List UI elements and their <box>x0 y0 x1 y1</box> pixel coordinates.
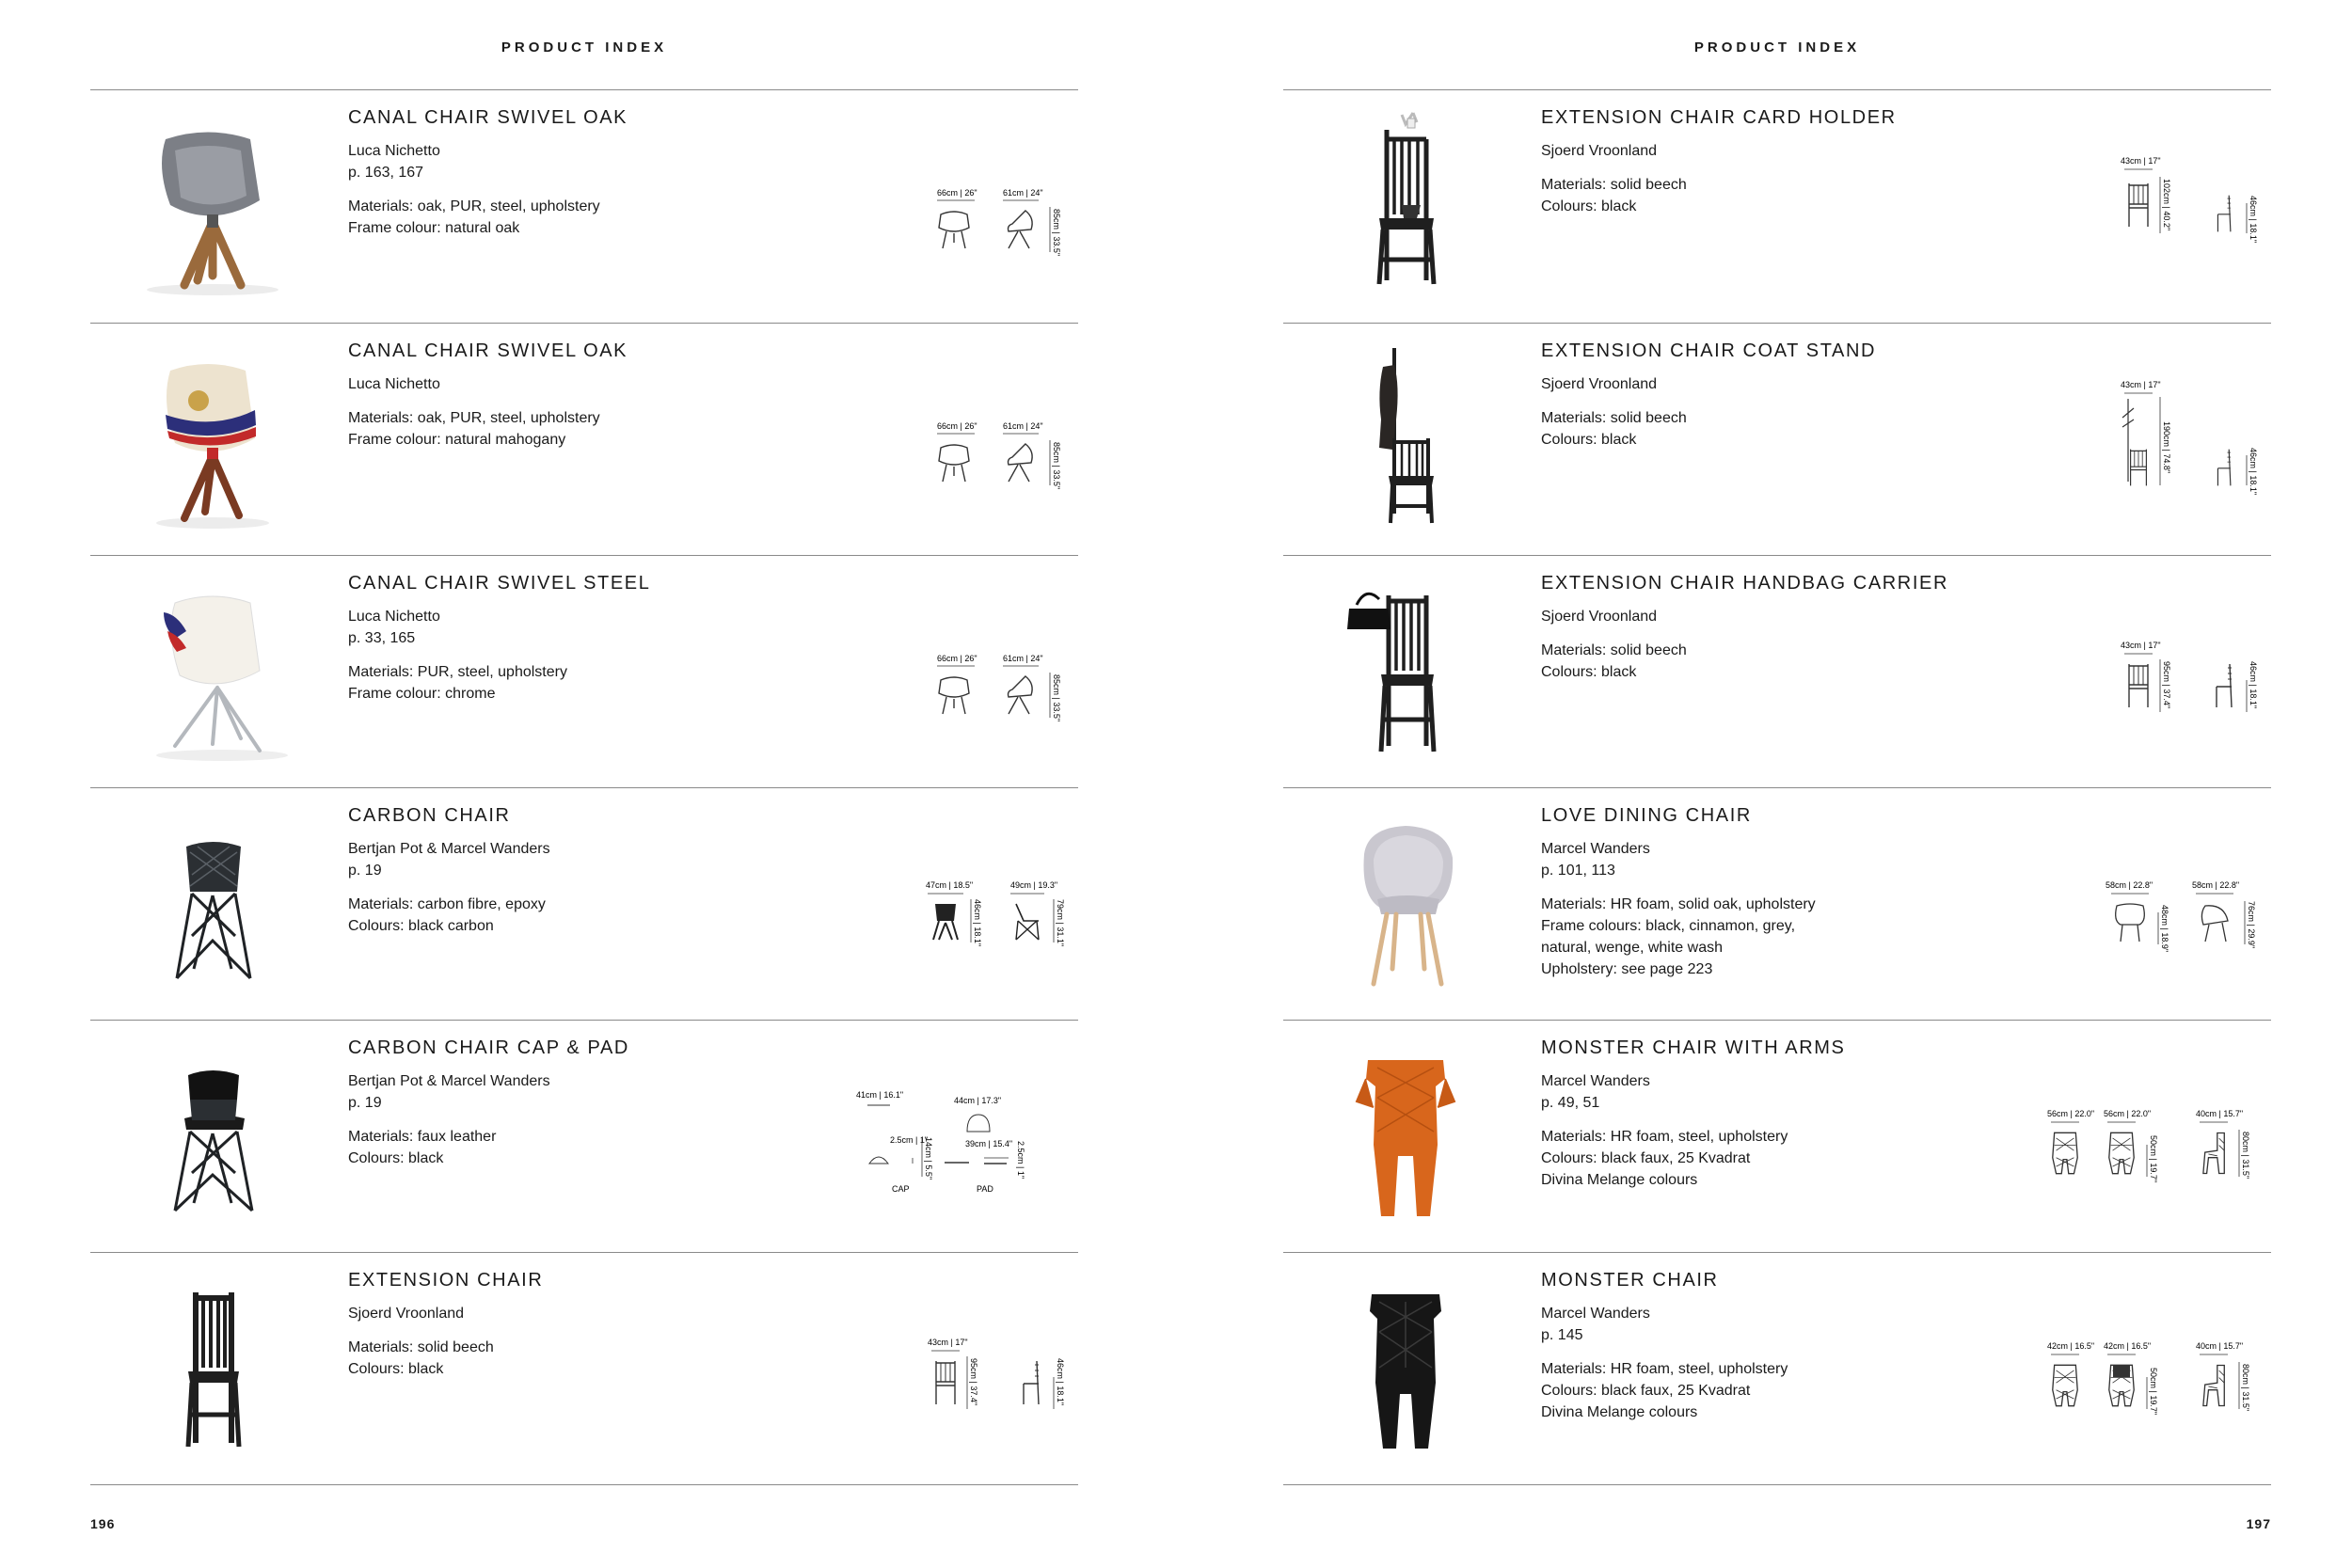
dimension-seat-height: 46cm | 18.1" <box>2249 448 2258 496</box>
cap-depth: 2.5cm | 1" <box>890 1135 929 1145</box>
product-entry <box>90 788 1078 1021</box>
product-designer: Luca Nichetto <box>348 609 440 625</box>
product-upholstery: Upholstery: see page 223 <box>1541 961 1713 977</box>
product-name: EXTENSION CHAIR CARD HOLDER <box>1541 107 1897 128</box>
monster-chair-arms-photo <box>1311 1041 1500 1229</box>
product-frame-colour: Frame colour: natural mahogany <box>348 432 566 448</box>
carbon-chair-photo <box>119 809 307 997</box>
product-materials: Materials: HR foam, steel, upholstery <box>1541 1361 1788 1377</box>
monster-chair-photo <box>1311 1274 1500 1462</box>
left-page-header: PRODUCT INDEX <box>501 40 668 55</box>
product-entry <box>90 90 1078 323</box>
dimension-height: 80cm | 31.5" <box>2241 1364 2250 1412</box>
product-name: EXTENSION CHAIR HANDBAG CARRIER <box>1541 573 1948 594</box>
product-info <box>1541 573 2068 683</box>
product-colours: Colours: black faux, 25 Kvadrat <box>1541 1383 1751 1399</box>
technical-drawing <box>2111 109 2271 307</box>
technical-drawing <box>2111 342 2271 540</box>
dimension-height: 95cm | 37.4" <box>2162 661 2171 709</box>
dimension-width: 66cm | 26" <box>937 188 977 198</box>
product-frame-colour: Frame colour: natural oak <box>348 220 520 236</box>
dimension-depth: 61cm | 24" <box>1003 421 1043 431</box>
technical-drawing <box>2045 1272 2271 1469</box>
product-frame-colours-cont: natural, wenge, white wash <box>1541 940 1723 956</box>
technical-drawing <box>918 575 1078 772</box>
extension-chair-handbag-carrier-photo <box>1311 577 1500 765</box>
dimension-height: 190cm | 74.8" <box>2162 421 2171 474</box>
product-designer: Sjoerd Vroonland <box>348 1306 465 1322</box>
product-info <box>1541 107 2068 217</box>
product-designer: Sjoerd Vroonland <box>1541 376 1658 392</box>
pad-depth: 39cm | 15.4" <box>965 1139 1013 1148</box>
product-name: MONSTER CHAIR WITH ARMS <box>1541 1037 1846 1058</box>
product-name: CARBON CHAIR <box>348 805 511 826</box>
carbon-chair-cap-pad-photo <box>119 1041 307 1229</box>
canal-chair-mahogany-photo <box>119 344 307 532</box>
dimension-width: 43cm | 17" <box>2121 380 2161 389</box>
dimension-height: 85cm | 33.5" <box>1052 209 1061 257</box>
divider <box>90 1484 1078 1485</box>
product-entry <box>90 556 1078 788</box>
extension-chair-coat-stand-photo <box>1311 344 1500 532</box>
dimension-arm-width: 40cm | 15.7" <box>2196 1341 2244 1351</box>
dimension-width: 43cm | 17" <box>928 1338 968 1347</box>
product-colours-cont: Divina Melange colours <box>1541 1404 1698 1420</box>
product-entry <box>1283 324 2271 556</box>
cap-width: 41cm | 16.1" <box>856 1090 904 1100</box>
left-page <box>90 0 1078 1568</box>
love-dining-chair-photo <box>1311 809 1500 997</box>
product-materials: Materials: solid beech <box>1541 642 1687 658</box>
product-colours-cont: Divina Melange colours <box>1541 1172 1698 1188</box>
dimension-width: 43cm | 17" <box>2121 641 2161 650</box>
product-designer: Luca Nichetto <box>348 143 440 159</box>
product-entry <box>1283 1021 2271 1253</box>
canal-chair-steel-photo <box>119 577 307 765</box>
pad-label: PAD <box>977 1184 993 1194</box>
product-pages: p. 101, 113 <box>1541 863 1615 879</box>
dimension-seat-height: 50cm | 19.7" <box>2149 1135 2158 1183</box>
product-entry <box>90 1021 1078 1253</box>
product-frame-colour: Frame colour: chrome <box>348 686 496 702</box>
product-materials: Materials: PUR, steel, upholstery <box>348 664 567 680</box>
divider <box>1283 1484 2271 1485</box>
product-info <box>348 573 875 705</box>
product-info <box>1541 341 2068 451</box>
dimension-height: 85cm | 33.5" <box>1052 442 1061 490</box>
product-designer: Marcel Wanders <box>1541 1306 1650 1322</box>
product-info <box>348 107 875 239</box>
dimension-seat-height: 46cm | 18.1" <box>1056 1358 1065 1406</box>
product-colours: Colours: black faux, 25 Kvadrat <box>1541 1150 1751 1166</box>
product-pages: p. 163, 167 <box>348 165 424 181</box>
product-materials: Materials: oak, PUR, steel, upholstery <box>348 198 600 214</box>
product-colours: Colours: black <box>1541 664 1637 680</box>
product-pages: p. 33, 165 <box>348 630 416 646</box>
product-entry <box>1283 556 2271 788</box>
product-designer: Marcel Wanders <box>1541 841 1650 857</box>
dimension-height: 79cm | 31.1" <box>1056 899 1065 947</box>
right-page-header: PRODUCT INDEX <box>1693 40 1861 55</box>
dimension-arm-width: 40cm | 15.7" <box>2196 1109 2244 1118</box>
right-page <box>1283 0 2271 1568</box>
product-entry <box>1283 788 2271 1021</box>
technical-drawing <box>2045 1039 2271 1237</box>
dimension-height: 95cm | 37.4" <box>969 1358 978 1406</box>
product-entry <box>1283 90 2271 323</box>
technical-drawing <box>2102 807 2271 1005</box>
cap-label: CAP <box>892 1184 910 1194</box>
product-name: CARBON CHAIR CAP & PAD <box>348 1037 629 1058</box>
product-colours: Colours: black <box>348 1361 444 1377</box>
page-number: 196 <box>90 1516 116 1531</box>
technical-drawing <box>918 1272 1078 1469</box>
product-colours: Colours: black carbon <box>348 918 494 934</box>
dimension-width: 56cm | 22.0" <box>2047 1109 2095 1118</box>
dimension-width: 42cm | 16.5" <box>2047 1341 2095 1351</box>
dimension-height: 102cm | 40.2" <box>2162 179 2171 231</box>
technical-drawing <box>918 109 1078 307</box>
dimension-depth: 49cm | 19.3" <box>1010 880 1058 890</box>
extension-chair-card-holder-photo <box>1311 111 1500 299</box>
dimension-width: 43cm | 17" <box>2121 156 2161 166</box>
product-entry <box>90 324 1078 556</box>
product-info <box>1541 805 2068 980</box>
dimension-height: 85cm | 33.5" <box>1052 674 1061 722</box>
product-info <box>1541 1037 2068 1191</box>
product-designer: Bertjan Pot & Marcel Wanders <box>348 841 550 857</box>
product-info <box>348 341 875 451</box>
product-materials: Materials: solid beech <box>1541 410 1687 426</box>
dimension-depth: 61cm | 24" <box>1003 654 1043 663</box>
technical-drawing <box>918 342 1078 540</box>
product-entry <box>90 1253 1078 1485</box>
product-pages: p. 19 <box>348 863 382 879</box>
product-materials: Materials: solid beech <box>348 1339 494 1355</box>
dimension-height: 76cm | 29.9" <box>2247 901 2256 949</box>
dimension-width: 66cm | 26" <box>937 654 977 663</box>
product-materials: Materials: solid beech <box>1541 177 1687 193</box>
product-entry <box>1283 1253 2271 1485</box>
product-materials: Materials: oak, PUR, steel, upholstery <box>348 410 600 426</box>
product-frame-colours: Frame colours: black, cinnamon, grey, <box>1541 918 1796 934</box>
dimension-seat-height: 46cm | 18.1" <box>973 899 982 947</box>
cap-height: 14cm | 5.5" <box>924 1137 933 1180</box>
pad-height: 2.5cm | 1" <box>1016 1141 1025 1180</box>
dimension-seat-height: 50cm | 19.7" <box>2149 1368 2158 1416</box>
product-designer: Luca Nichetto <box>348 376 440 392</box>
product-name: EXTENSION CHAIR COAT STAND <box>1541 341 1877 361</box>
pad-width: 44cm | 17.3" <box>954 1096 1002 1105</box>
product-info <box>348 1270 875 1380</box>
product-info <box>1541 1270 2068 1423</box>
product-materials: Materials: faux leather <box>348 1129 497 1145</box>
product-pages: p. 49, 51 <box>1541 1095 1600 1111</box>
product-materials: Materials: HR foam, steel, upholstery <box>1541 1129 1788 1145</box>
product-name: EXTENSION CHAIR <box>348 1270 544 1291</box>
dimension-height: 80cm | 31.5" <box>2241 1132 2250 1180</box>
technical-drawing <box>852 1039 1078 1237</box>
product-colours: Colours: black <box>1541 198 1637 214</box>
dimension-depth: 56cm | 22.0" <box>2104 1109 2152 1118</box>
product-materials: Materials: HR foam, solid oak, upholstery <box>1541 896 1816 912</box>
page-number: 197 <box>2246 1516 2271 1531</box>
product-designer: Marcel Wanders <box>1541 1073 1650 1089</box>
dimension-seat-height: 46cm | 18.1" <box>2249 196 2258 244</box>
dimension-depth: 61cm | 24" <box>1003 188 1043 198</box>
technical-drawing <box>918 807 1078 1005</box>
dimension-width: 47cm | 18.5" <box>926 880 974 890</box>
extension-chair-photo <box>119 1274 307 1462</box>
product-name: MONSTER CHAIR <box>1541 1270 1719 1291</box>
product-name: CANAL CHAIR SWIVEL OAK <box>348 341 628 361</box>
product-name: LOVE DINING CHAIR <box>1541 805 1752 826</box>
product-info <box>348 805 875 937</box>
dimension-depth: 42cm | 16.5" <box>2104 1341 2152 1351</box>
product-designer: Sjoerd Vroonland <box>1541 143 1658 159</box>
dimension-seat-height: 48cm | 18.9" <box>2160 905 2169 953</box>
product-pages: p. 19 <box>348 1095 382 1111</box>
product-colours: Colours: black <box>348 1150 444 1166</box>
product-designer: Bertjan Pot & Marcel Wanders <box>348 1073 550 1089</box>
dimension-seat-height: 46cm | 18.1" <box>2249 661 2258 709</box>
dimension-width: 58cm | 22.8" <box>2106 880 2153 890</box>
product-pages: p. 145 <box>1541 1327 1583 1343</box>
product-materials: Materials: carbon fibre, epoxy <box>348 896 546 912</box>
canal-chair-oak-photo <box>119 111 307 299</box>
product-designer: Sjoerd Vroonland <box>1541 609 1658 625</box>
dimension-depth: 58cm | 22.8" <box>2192 880 2240 890</box>
product-colours: Colours: black <box>1541 432 1637 448</box>
product-info <box>348 1037 875 1169</box>
technical-drawing <box>2111 575 2271 772</box>
dimension-width: 66cm | 26" <box>937 421 977 431</box>
product-name: CANAL CHAIR SWIVEL STEEL <box>348 573 651 594</box>
product-name: CANAL CHAIR SWIVEL OAK <box>348 107 628 128</box>
